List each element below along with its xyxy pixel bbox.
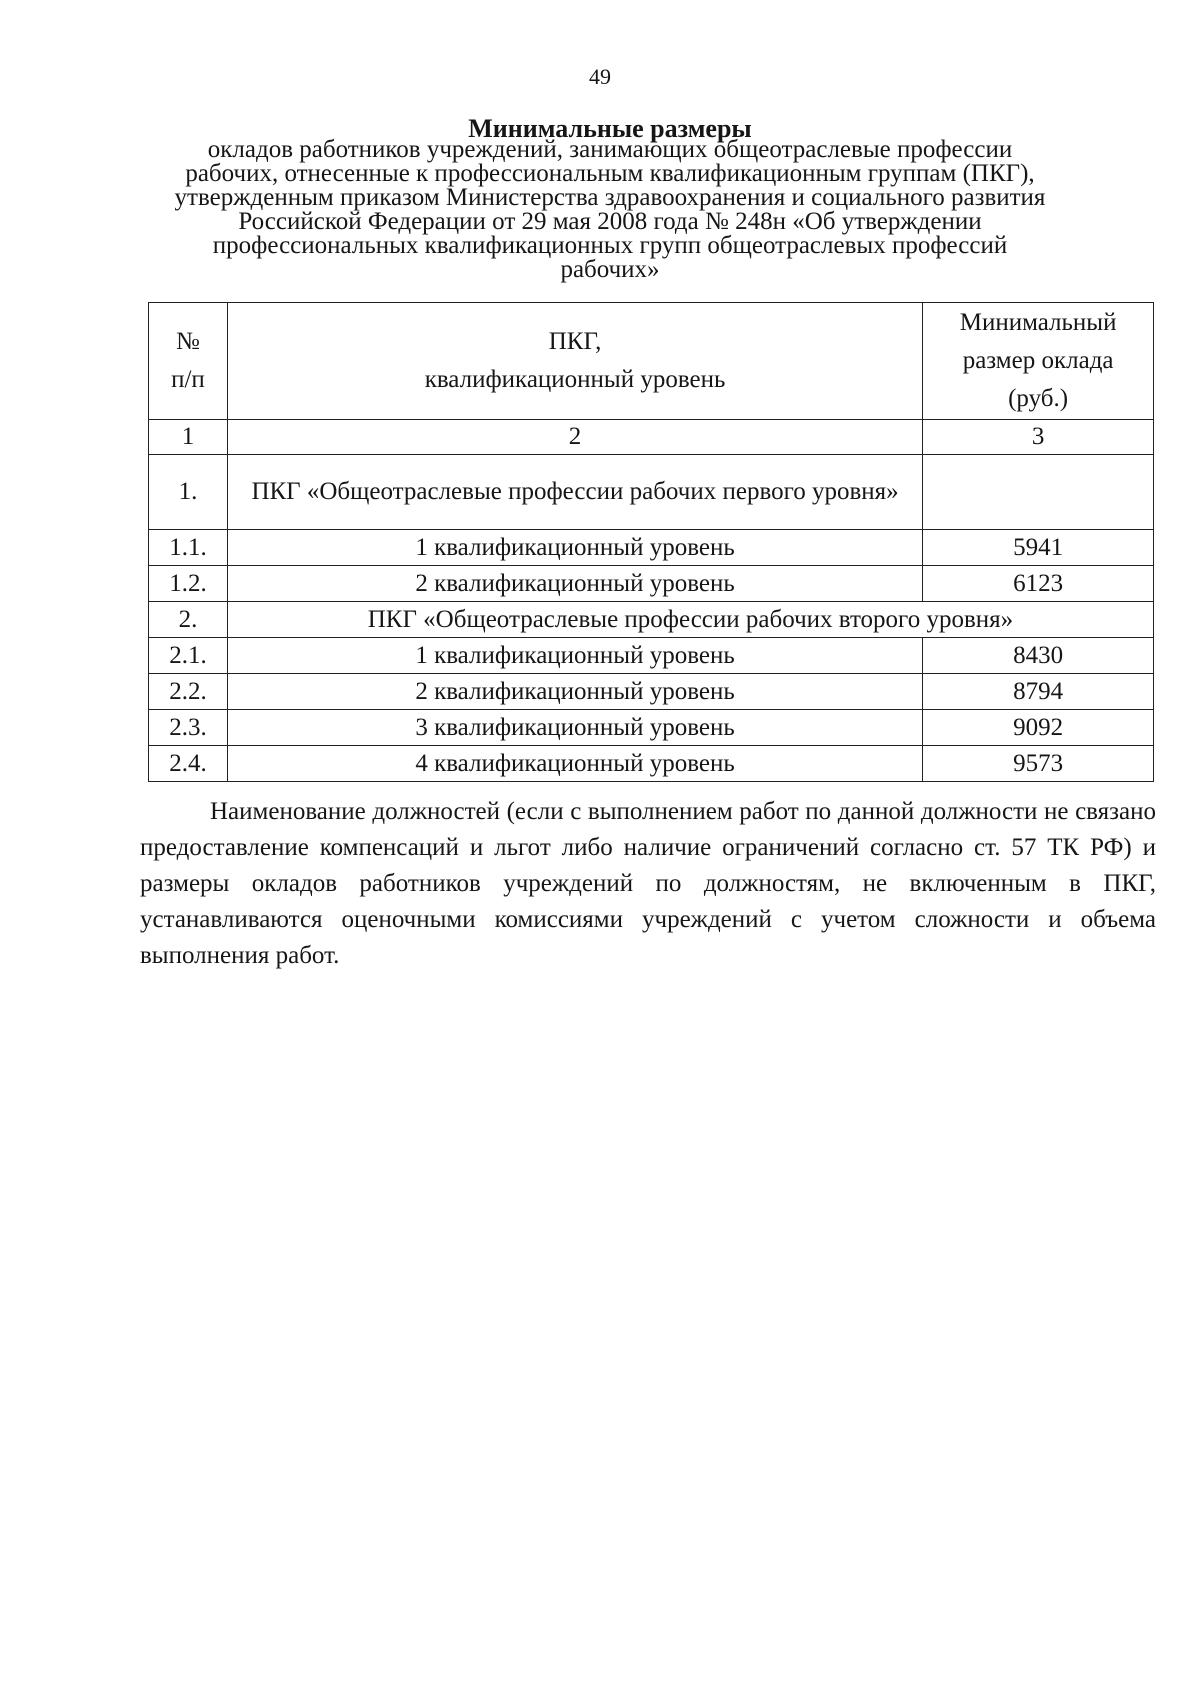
row-salary-cell: 9573 <box>923 746 1154 782</box>
row-salary-cell: 5941 <box>923 530 1154 566</box>
document-subtitle <box>140 138 1080 282</box>
header-name-line1: ПКГ, <box>548 328 602 355</box>
row-salary-cell: 8794 <box>923 674 1154 710</box>
header-cell-salary <box>923 303 1154 420</box>
header-name-line2: квалификационный уровень <box>424 366 726 393</box>
row-level-cell: 1 квалификационный уровень <box>227 530 922 566</box>
subtitle-line: рабочих, отнесенные к профессиональным квалификационным группам (ПКГ), <box>185 160 1035 187</box>
table-header-row <box>149 303 1154 420</box>
row-salary-cell: 8430 <box>923 638 1154 674</box>
subtitle-line: профессиональных квалификационных групп общеотраслевых профессий <box>212 232 1008 259</box>
header-cell-name <box>227 303 922 420</box>
table-row <box>149 710 1154 746</box>
table-row <box>149 566 1154 602</box>
table-row <box>149 674 1154 710</box>
subtitle-line: утвержденным приказом Министерства здравоохранения и социального развития <box>174 184 1046 211</box>
row-salary-cell: 6123 <box>923 566 1154 602</box>
subtitle-line: Российской Федерации от 29 мая 2008 года № 248н «Об утверждении <box>238 208 982 235</box>
group-number-cell: 2. <box>149 602 228 638</box>
group-salary-cell <box>923 455 1154 530</box>
group-number-cell: 1. <box>149 455 228 530</box>
column-number-cell: 2 <box>227 420 922 455</box>
header-salary-line1: Минимальный <box>959 309 1117 336</box>
column-number-cell: 1 <box>149 420 228 455</box>
document-title: Минимальные размеры <box>468 114 752 143</box>
group-name-cell: ПКГ «Общеотраслевые профессии рабочих первого уровня» <box>227 455 922 530</box>
header-salary-line2: размер оклада <box>962 347 1114 374</box>
column-number-row <box>149 420 1154 455</box>
row-level-cell: 4 квалификационный уровень <box>227 746 922 782</box>
row-number-cell: 2.1. <box>149 638 228 674</box>
salary-table <box>148 302 1154 782</box>
row-salary-cell: 9092 <box>923 710 1154 746</box>
subtitle-line: рабочих» <box>560 256 660 283</box>
row-number-cell: 2.4. <box>149 746 228 782</box>
note-paragraph: Наименование должностей (если с выполнением работ по данной должности не связано предоставление компенсаций и льгот либо наличие ограничений согласно ст. 57 ТК РФ) и размеры окладов работников учреждений по должностям, не включенным в ПКГ, устанавливаются оценочными комиссиями учреждений с учетом сложности и объема выполнения работ. <box>140 798 1156 969</box>
page-number: 49 <box>589 64 611 89</box>
header-number-symbol: № <box>176 328 200 355</box>
group-name-cell: ПКГ «Общеотраслевые профессии рабочих второго уровня» <box>227 602 1153 638</box>
row-number-cell: 2.3. <box>149 710 228 746</box>
table-row <box>149 530 1154 566</box>
table-row <box>149 746 1154 782</box>
header-number-abbrev: п/п <box>171 366 205 393</box>
header-salary-line3: (руб.) <box>1008 385 1069 412</box>
column-number-cell: 3 <box>923 420 1154 455</box>
table-row <box>149 638 1154 674</box>
row-number-cell: 1.2. <box>149 566 228 602</box>
group-row <box>149 602 1154 638</box>
header-cell-number <box>149 303 228 420</box>
group-row <box>149 455 1154 530</box>
row-level-cell: 1 квалификационный уровень <box>227 638 922 674</box>
row-number-cell: 1.1. <box>149 530 228 566</box>
row-level-cell: 2 квалификационный уровень <box>227 674 922 710</box>
row-level-cell: 3 квалификационный уровень <box>227 710 922 746</box>
row-level-cell: 2 квалификационный уровень <box>227 566 922 602</box>
row-number-cell: 2.2. <box>149 674 228 710</box>
subtitle-line: окладов работников учреждений, занимающих общеотраслевые профессии <box>207 136 1013 163</box>
